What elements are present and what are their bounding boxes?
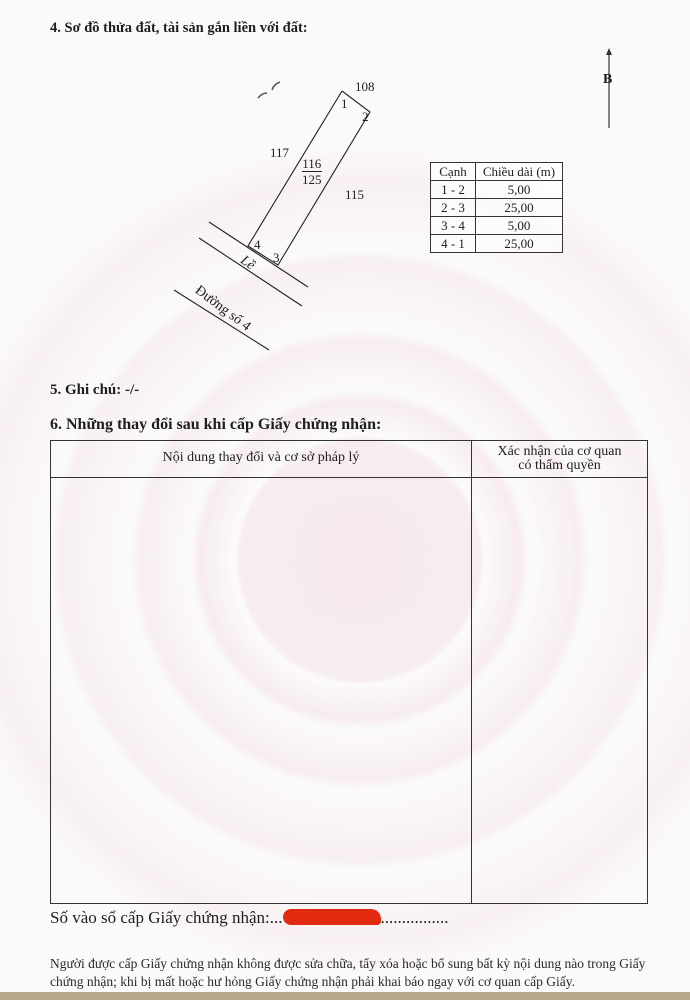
length-cell: 25,00 [476, 235, 563, 253]
north-arrow-icon [604, 48, 614, 130]
edge-cell: 1 - 2 [431, 181, 476, 199]
edge-header: Cạnh [431, 163, 476, 181]
neighbor-parcel-top: 108 [355, 79, 375, 94]
changes-content-header: Nội dung thay đổi và cơ sở pháp lý [162, 450, 360, 465]
north-label: B [603, 72, 613, 87]
edge-cell: 2 - 3 [431, 199, 476, 217]
edge-cell: 3 - 4 [431, 217, 476, 235]
neighbor-parcel-right: 115 [345, 187, 365, 202]
changes-confirmation-header [472, 445, 647, 473]
section-5-title: 5. Ghi chú: -/- [50, 382, 140, 398]
redacted-registry-number [283, 909, 381, 925]
length-cell: 5,00 [476, 217, 563, 235]
registry-number-line [50, 908, 449, 928]
vertex-1: 1 [341, 96, 348, 111]
table-row [431, 199, 563, 217]
length-cell: 25,00 [476, 199, 563, 217]
length-header: Chiều dài (m) [476, 163, 563, 181]
section-4-title: 4. Sơ đồ thửa đất, tài sản gắn liền với đất: [50, 20, 308, 36]
table-row [431, 235, 563, 253]
confirmation-header-line2: có thẩm quyền [518, 458, 601, 473]
section-6-title: 6. Những thay đổi sau khi cấp Giấy chứng nhận: [50, 416, 382, 433]
table-row [431, 181, 563, 199]
footer-note: Người được cấp Giấy chứng nhận không được sửa chữa, tẩy xóa hoặc bổ sung bất kỳ nội dung nào trong Giấy chứng nhận; khi bị mất hoặc hư hỏng Giấy chứng nhận phải khai báo ngay với cơ quan cấp Giấy. [50, 955, 646, 989]
table-row [431, 217, 563, 235]
changes-header-divider [51, 477, 647, 478]
parcel-id-fraction [302, 156, 322, 187]
vertex-2: 2 [362, 109, 369, 124]
parcel-number: 116 [302, 156, 322, 171]
edge-cell: 4 - 1 [431, 235, 476, 253]
north-arrow [604, 48, 614, 135]
page-edge [0, 992, 690, 1000]
neighbor-parcel-left: 117 [270, 145, 290, 160]
sidewalk-label: Lề [237, 253, 258, 274]
changes-table [50, 440, 648, 904]
changes-content-column [51, 441, 472, 903]
vertex-3: 3 [273, 250, 280, 265]
vertex-4: 4 [254, 237, 261, 252]
confirmation-header-line1: Xác nhận của cơ quan [497, 444, 622, 459]
edge-length-table [430, 162, 563, 253]
length-cell: 5,00 [476, 181, 563, 199]
registry-label: Số vào sổ cấp Giấy chứng nhận:... [50, 908, 283, 927]
road-label: Đường số 4 [191, 283, 254, 335]
registry-dots: ................ [380, 908, 449, 927]
map-sheet-number: 125 [302, 172, 322, 187]
